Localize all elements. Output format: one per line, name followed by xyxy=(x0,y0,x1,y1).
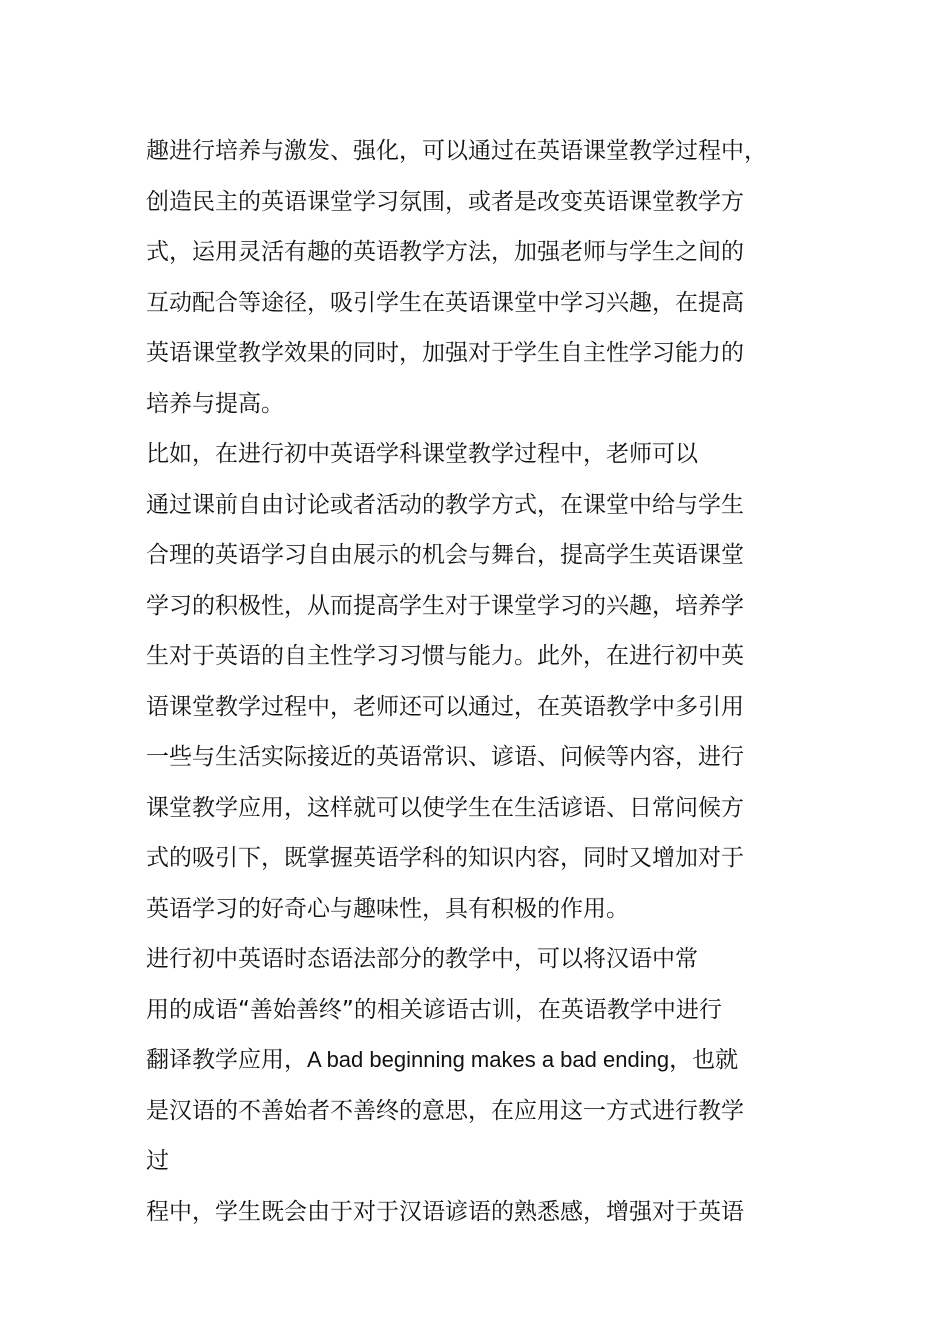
text-line-mixed xyxy=(146,1035,826,1086)
text-line: 合理的英语学习自由展示的机会与舞台，提高学生英语课堂 xyxy=(146,542,744,568)
text-line: 趣进行培养与激发、强化，可以通过在英语课堂教学过程中， xyxy=(146,138,767,164)
text-line: 通过课前自由讨论或者活动的教学方式，在课堂中给与学生 xyxy=(146,491,744,518)
text-line: 培养与提高。 xyxy=(146,390,284,417)
text-line: 式的吸引下，既掌握英语学科的知识内容，同时又增加对于 xyxy=(146,845,744,871)
english-proverb: A bad beginning makes a bad ending xyxy=(307,1047,670,1072)
text-line: 英语学习的好奇心与趣味性，具有积极的作用。 xyxy=(146,895,629,922)
text-line: 语课堂教学过程中，老师还可以通过，在英语教学中多引用 xyxy=(146,693,744,720)
text-segment: ，也就 xyxy=(669,1047,739,1073)
text-line: 互动配合等途径，吸引学生在英语课堂中学习兴趣，在提高 xyxy=(146,289,744,316)
text-line: 课堂教学应用，这样就可以使学生在生活谚语、日常问候方 xyxy=(146,794,744,821)
text-line: 过 xyxy=(146,1148,169,1174)
text-line: 用的成语“善始善终”的相关谚语古训，在英语教学中进行 xyxy=(146,996,722,1023)
text-line: 一些与生活实际接近的英语常识、谚语、问候等内容，进行 xyxy=(146,744,744,770)
text-line: 英语课堂教学效果的同时，加强对于学生自主性学习能力的 xyxy=(146,340,744,366)
text-line: 进行初中英语时态语法部分的教学中，可以将汉语中常 xyxy=(146,946,698,972)
text-line: 式，运用灵活有趣的英语教学方法，加强老师与学生之间的 xyxy=(146,239,744,265)
text-segment: 翻译教学应用， xyxy=(146,1047,307,1073)
text-line: 创造民主的英语课堂学习氛围，或者是改变英语课堂教学方 xyxy=(146,188,744,215)
text-line: 程中，学生既会由于对于汉语谚语的熟悉感，增强对于英语 xyxy=(146,1198,744,1225)
text-line: 是汉语的不善始者不善终的意思，在应用这一方式进行教学 xyxy=(146,1097,744,1124)
text-line: 生对于英语的自主性学习习惯与能力。此外，在进行初中英 xyxy=(146,643,744,669)
text-line: 学习的积极性，从而提高学生对于课堂学习的兴趣，培养学 xyxy=(146,592,744,619)
text-line: 比如，在进行初中英语学科课堂教学过程中，老师可以 xyxy=(146,441,698,467)
body-text xyxy=(146,126,826,1237)
